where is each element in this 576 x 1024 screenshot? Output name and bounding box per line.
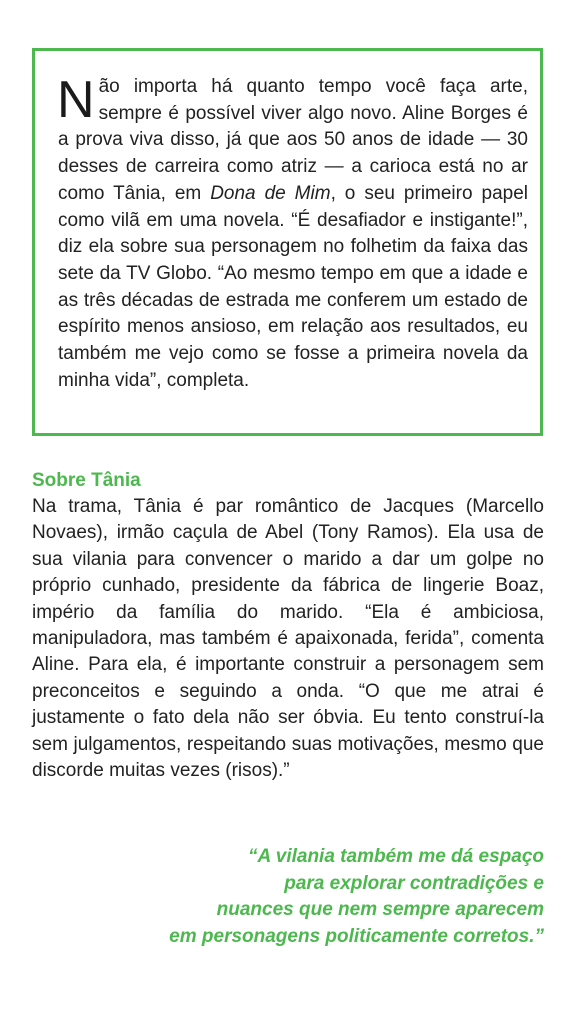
pull-quote <box>104 844 544 950</box>
quote-line: em personagens politicamente corretos.” <box>169 925 544 947</box>
show-title: Dona de Mim <box>210 182 331 204</box>
intro-paragraph <box>57 71 528 394</box>
section-body: Na trama, Tânia é par romântico de Jacques (Marcello Novaes), irmão caçula de Abel (Tony Ramos). Ela usa de sua vilania para convencer o marido a dar um golpe no próprio cunhado, presidente da fábrica de lingerie Boaz, império da família do marido. “Ela é ambiciosa, manipuladora, mas também é apaixonada, ferida”, comenta Aline. Para ela, é importante construir a personagem sem preconceitos e seguindo a onda. “O que me atrai é justamente o fato dela não ser óbvia. Eu tento construí-la sem julgamentos, respeitando suas motivações, mesmo que discorde muitas vezes (risos).” <box>32 496 544 782</box>
section-sobre-tania <box>32 468 544 784</box>
quote-line: “A vilania também me dá espaço <box>247 846 544 867</box>
section-title: Sobre Tânia <box>32 470 141 491</box>
drop-cap: N <box>57 71 95 129</box>
quote-line: nuances que nem sempre aparecem <box>216 899 544 920</box>
intro-text-start: ão importa há quanto tempo você faça arte, sempre é possível viver algo novo. Aline Borges é a prova viva disso, já que aos 50 anos de idade — 30 desses de carreira como atriz — a carioca está no ar como Tânia, em <box>58 76 528 204</box>
intro-text-end: , o seu primeiro papel como vilã em uma novela. “É desafiador e instigante!”, diz ela sobre sua personagem no folhetim da faixa das sete da TV Globo. “Ao mesmo tempo em que a idade e as três décadas de estrada me conferem um estado de espírito menos ansioso, em relação aos resultados, eu também me vejo como se fosse a primeira novela da minha vida”, completa. <box>58 182 528 391</box>
intro-box <box>32 48 543 436</box>
quote-line: para explorar contradições e <box>284 872 544 894</box>
